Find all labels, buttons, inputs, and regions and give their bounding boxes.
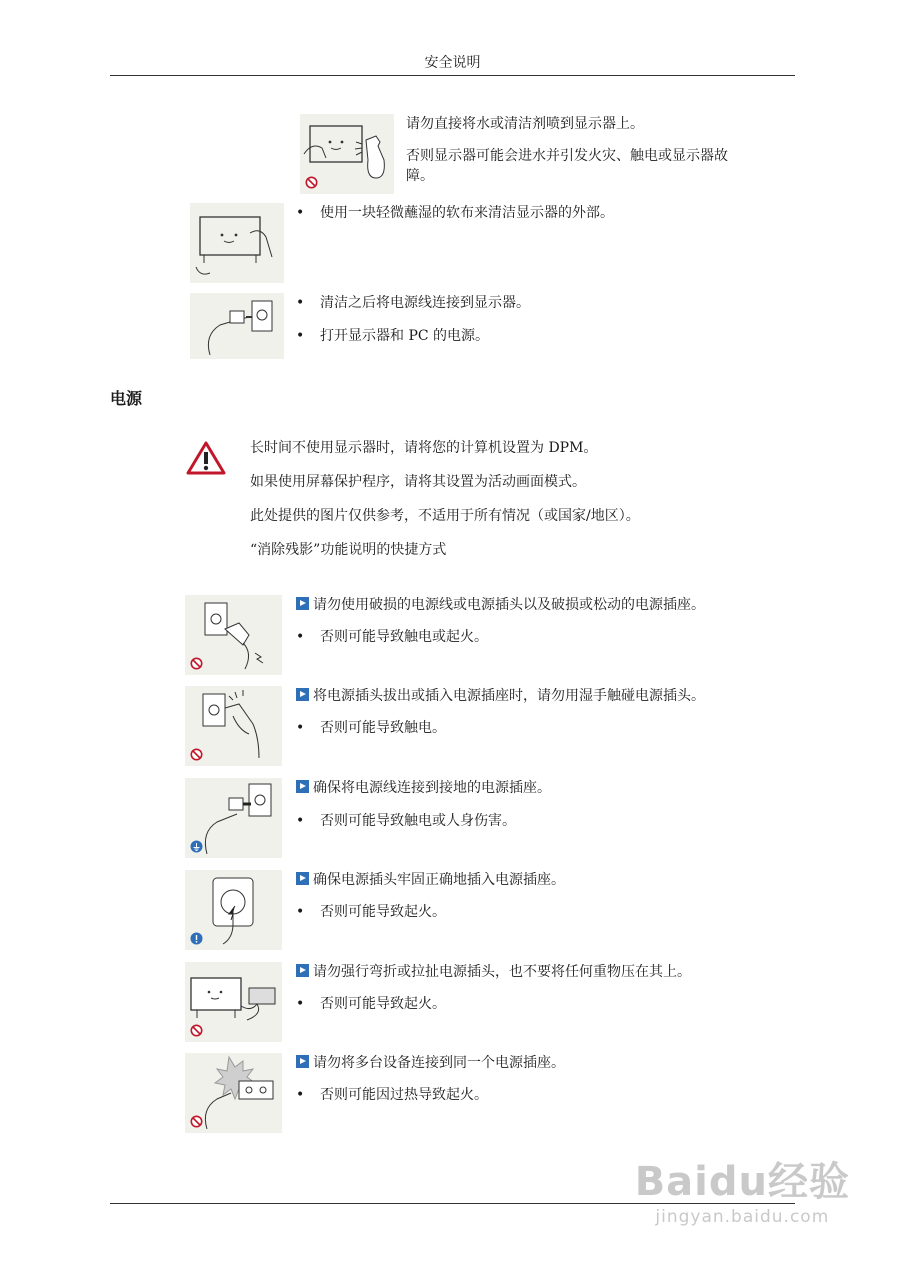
list-item: • 打开显示器和 PC 的电源。 — [296, 328, 490, 344]
page-header: 安全说明 — [424, 55, 481, 71]
spray-illustration — [300, 114, 394, 194]
note-dpm: 长时间不使用显示器时，请将您的计算机设置为 DPM。 — [250, 440, 598, 456]
cloth-text: 使用一块轻微蘸湿的软布来清洁显示器的外部。 — [320, 205, 614, 221]
heavy-object-illustration — [185, 962, 282, 1042]
blue-arrow-icon — [296, 688, 309, 701]
list-item: • 否则可能导致起火。 — [296, 996, 446, 1012]
wet-hand-illustration — [185, 686, 282, 766]
baidu-watermark — [635, 1150, 850, 1227]
spray-warning-detail: 否则显示器可能会进水并引发火灾、触电或显示器故障。 — [406, 148, 728, 184]
warning-icon — [185, 440, 227, 476]
watermark-logo: Baidu经验 — [634, 1159, 850, 1205]
prohibition-icon — [305, 176, 318, 189]
list-item: • 使用一块轻微蘸湿的软布来清洁显示器的外部。 — [296, 205, 614, 221]
cloth-illustration — [190, 203, 284, 283]
plug-insert-illustration — [185, 870, 282, 950]
blue-arrow-icon — [296, 1055, 309, 1068]
prohibition-icon — [190, 1115, 203, 1128]
blue-arrow-icon — [296, 872, 309, 885]
item-title: 请勿强行弯折或拉扯电源插头，也不要将任何重物压在其上。 — [296, 962, 691, 982]
ground-icon — [190, 840, 203, 853]
prohibition-icon — [190, 657, 203, 670]
list-item: • 否则可能导致触电。 — [296, 720, 446, 736]
blue-arrow-icon — [296, 597, 309, 610]
item-title: 请勿将多台设备连接到同一个电源插座。 — [296, 1053, 565, 1073]
power-on-text: 打开显示器和 PC 的电源。 — [320, 328, 490, 344]
overload-illustration — [185, 1053, 282, 1133]
mandatory-icon — [190, 932, 203, 945]
plug-illustration — [190, 293, 284, 359]
header-rule — [110, 75, 795, 76]
blue-arrow-icon — [296, 964, 309, 977]
prohibition-icon — [190, 1024, 203, 1037]
item-title: 确保将电源线连接到接地的电源插座。 — [296, 778, 551, 798]
list-item: • 清洁之后将电源线连接到显示器。 — [296, 295, 530, 311]
list-item: • 否则可能导致触电或人身伤害。 — [296, 813, 516, 829]
list-item: • 否则可能因过热导致起火。 — [296, 1087, 488, 1103]
note-shortcut-link[interactable]: “消除残影”功能说明的快捷方式 — [250, 542, 447, 558]
watermark-url: jingyan.baidu.com — [655, 1207, 830, 1227]
blue-arrow-icon — [296, 780, 309, 793]
item-title: 请勿使用破损的电源线或电源插头以及破损或松动的电源插座。 — [296, 595, 705, 615]
damaged-cord-illustration — [185, 595, 282, 675]
item-title: 将电源插头拔出或插入电源插座时，请勿用湿手触碰电源插头。 — [296, 686, 705, 706]
grounded-outlet-illustration — [185, 778, 282, 858]
item-title: 确保电源插头牢固正确地插入电源插座。 — [296, 870, 565, 890]
note-reference: 此处提供的图片仅供参考，不适用于所有情况（或国家/地区）。 — [250, 508, 640, 524]
note-screensaver: 如果使用屏幕保护程序，请将其设置为活动画面模式。 — [250, 474, 586, 490]
prohibition-icon — [190, 748, 203, 761]
section-title-power: 电源 — [110, 389, 143, 408]
spray-warning-title: 请勿直接将水或清洁剂喷到显示器上。 — [406, 116, 644, 132]
list-item: • 否则可能导致触电或起火。 — [296, 629, 488, 645]
reconnect-text: 清洁之后将电源线连接到显示器。 — [320, 295, 530, 311]
list-item: • 否则可能导致起火。 — [296, 904, 446, 920]
